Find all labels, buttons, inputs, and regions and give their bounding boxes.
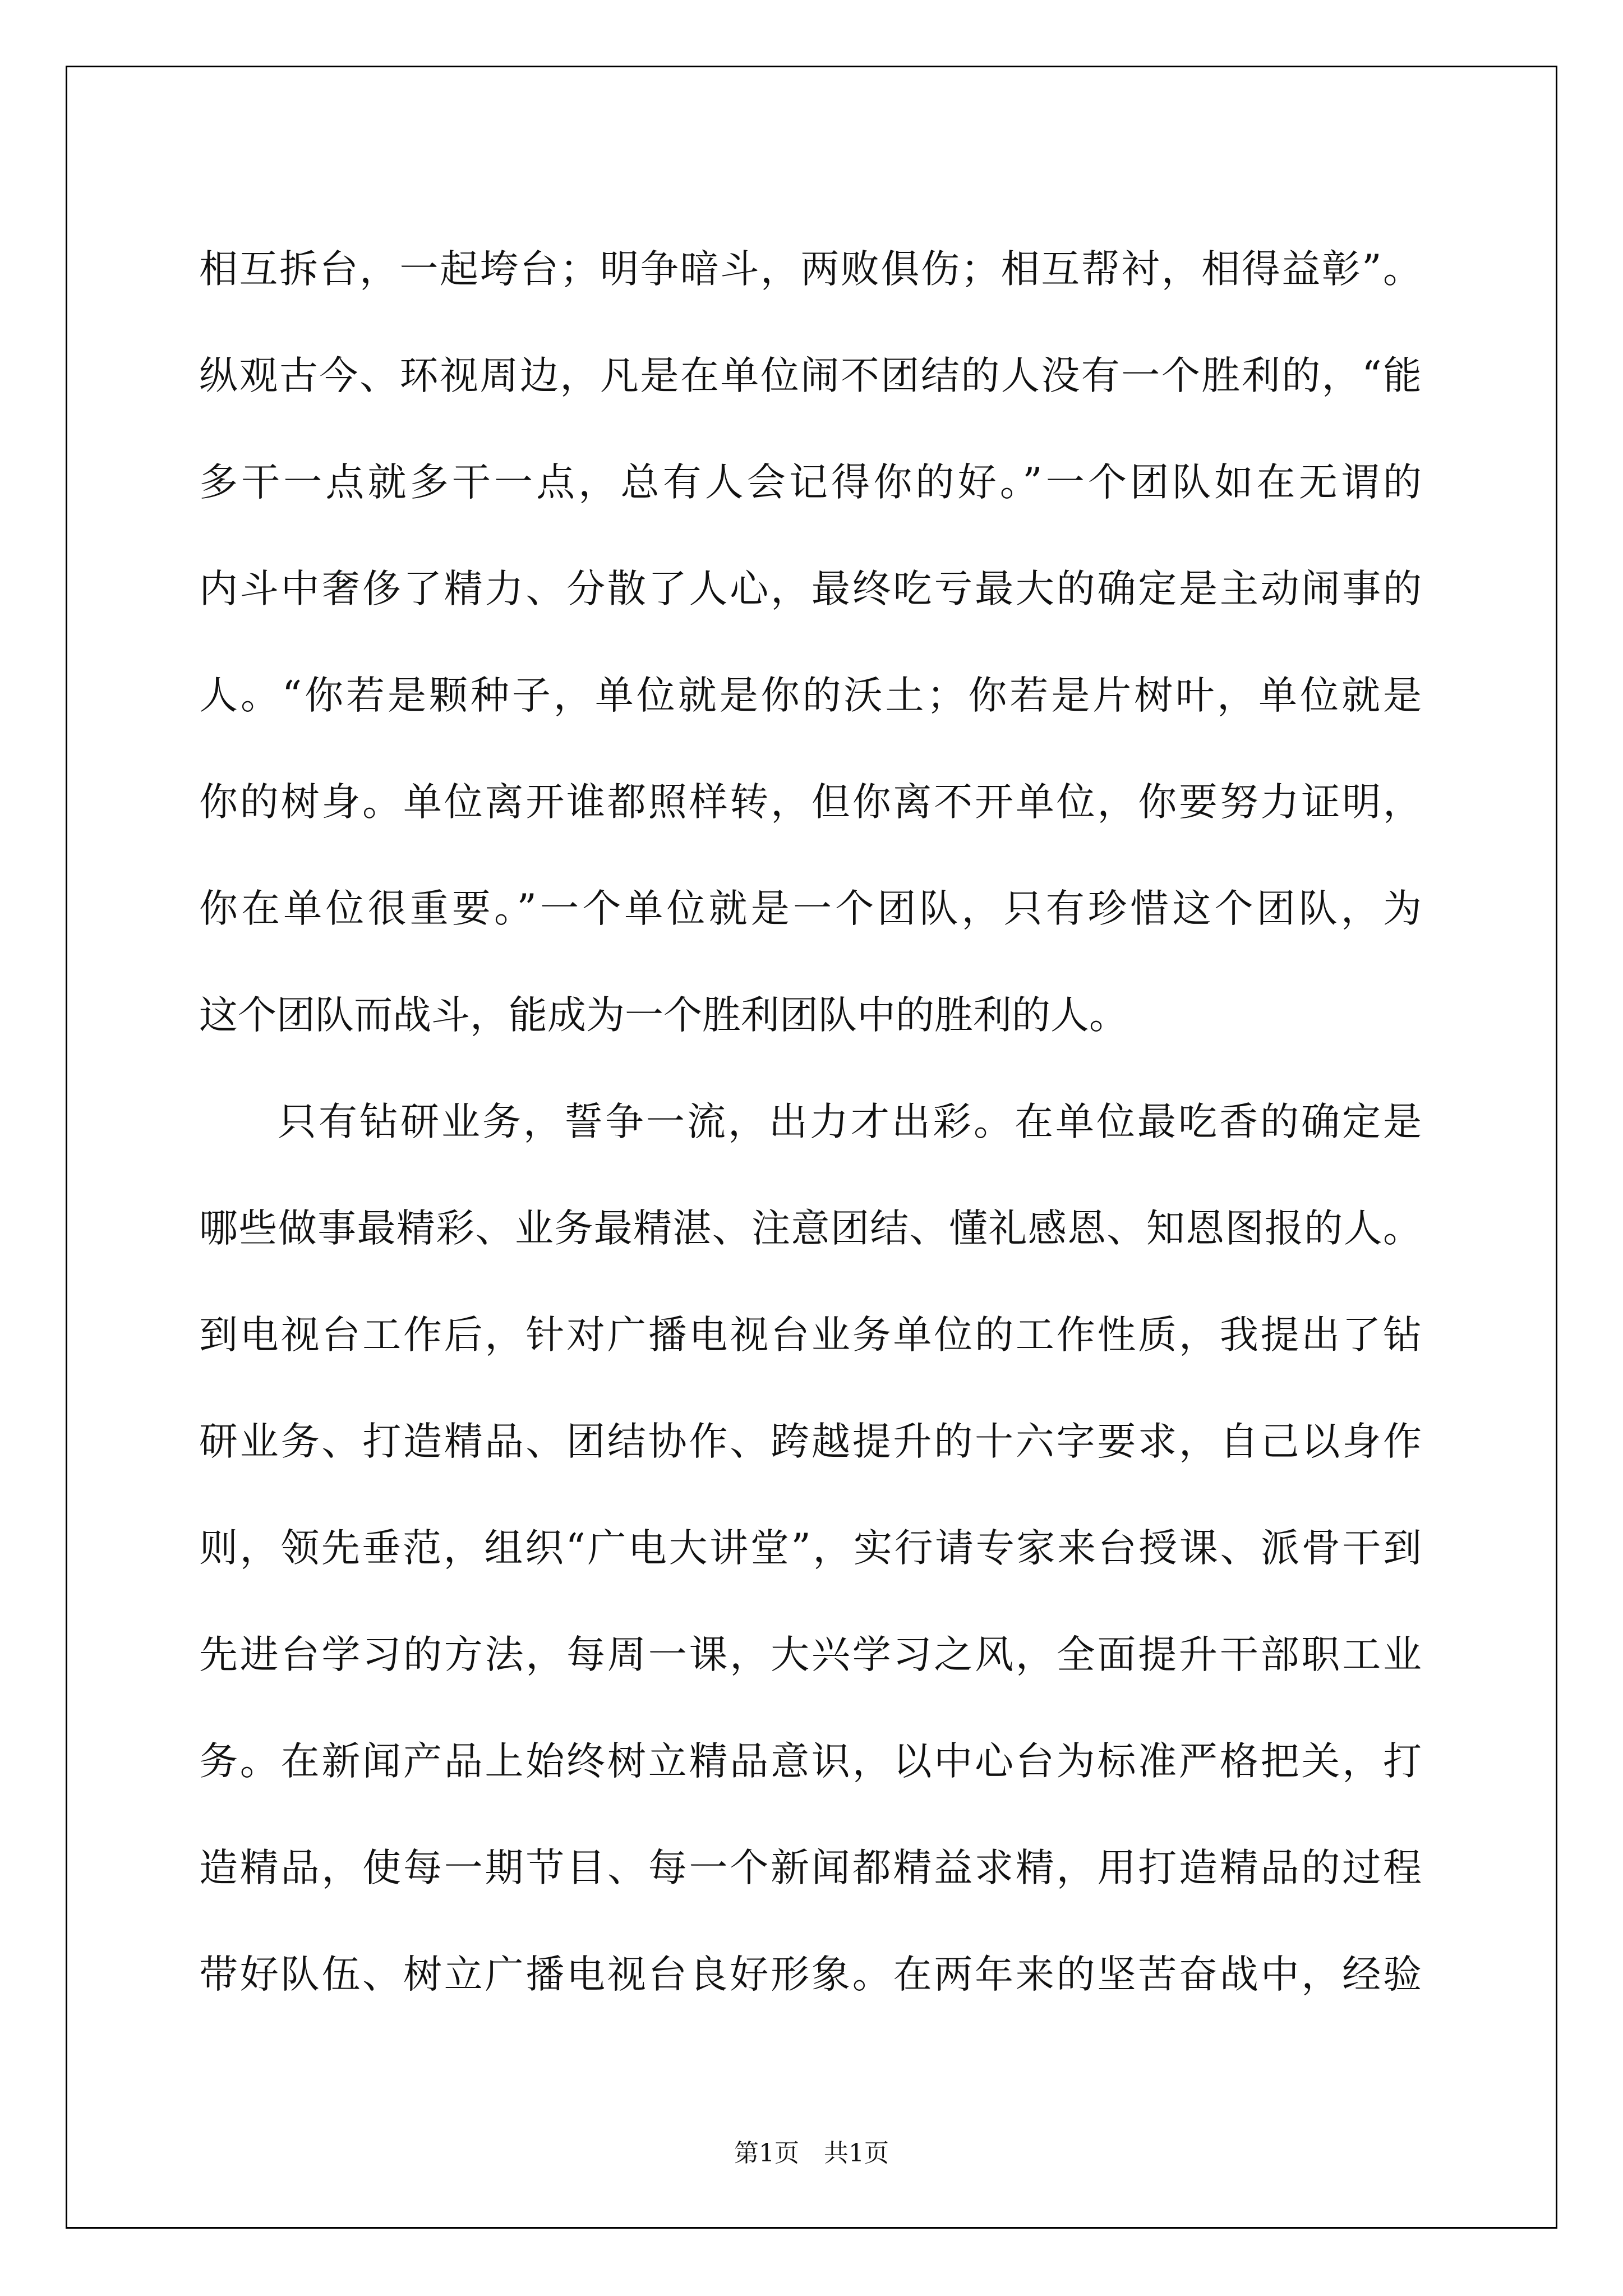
text-line: 你在单位很重要。”一个单位就是一个团队，只有珍惜这个团队，为 bbox=[199, 886, 1422, 931]
text-line: 先进台学习的方法，每周一课，大兴学习之风，全面提升干部职工业 bbox=[199, 1632, 1422, 1677]
text-line: 造精品，使每一期节目、每一个新闻都精益求精，用打造精品的过程 bbox=[199, 1846, 1422, 1890]
text-line: 只有钻研业务，誓争一流，出力才出彩。在单位最吃香的确定是 bbox=[278, 1099, 1422, 1144]
text-line: 则，领先垂范，组织“广电大讲堂”，实行请专家来台授课、派骨干到 bbox=[199, 1526, 1422, 1571]
document-body bbox=[199, 216, 1422, 2028]
text-line: 内斗中奢侈了精力、分散了人心，最终吃亏最大的确定是主动闹事的 bbox=[199, 567, 1422, 611]
text-line: 研业务、打造精品、团结协作、跨越提升的十六字要求，自己以身作 bbox=[199, 1419, 1422, 1464]
text-line: 你的树身。单位离开谁都照样转，但你离不开单位，你要努力证明， bbox=[199, 780, 1422, 825]
text-line: 人。“你若是颗种子，单位就是你的沃土；你若是片树叶，单位就是 bbox=[199, 673, 1422, 718]
text-line: 相互拆台，一起垮台；明争暗斗，两败俱伤；相互帮衬，相得益彰”。 bbox=[199, 247, 1422, 292]
page-number-footer: 第1页 共1页 bbox=[734, 2139, 889, 2168]
text-line: 带好队伍、树立广播电视台良好形象。在两年来的坚苦奋战中，经验 bbox=[199, 1952, 1422, 1997]
text-line: 纵观古今、环视周边，凡是在单位闹不团结的人没有一个胜利的，“能 bbox=[199, 353, 1422, 398]
text-line: 这个团队而战斗，能成为一个胜利团队中的胜利的人。 bbox=[199, 993, 1128, 1038]
text-line: 到电视台工作后，针对广播电视台业务单位的工作性质，我提出了钻 bbox=[199, 1313, 1422, 1358]
text-line: 哪些做事最精彩、业务最精湛、注意团结、懂礼感恩、知恩图报的人。 bbox=[199, 1206, 1422, 1251]
text-line: 务。在新闻产品上始终树立精品意识，以中心台为标准严格把关，打 bbox=[199, 1739, 1422, 1784]
text-line: 多干一点就多干一点，总有人会记得你的好。”一个团队如在无谓的 bbox=[199, 460, 1422, 505]
